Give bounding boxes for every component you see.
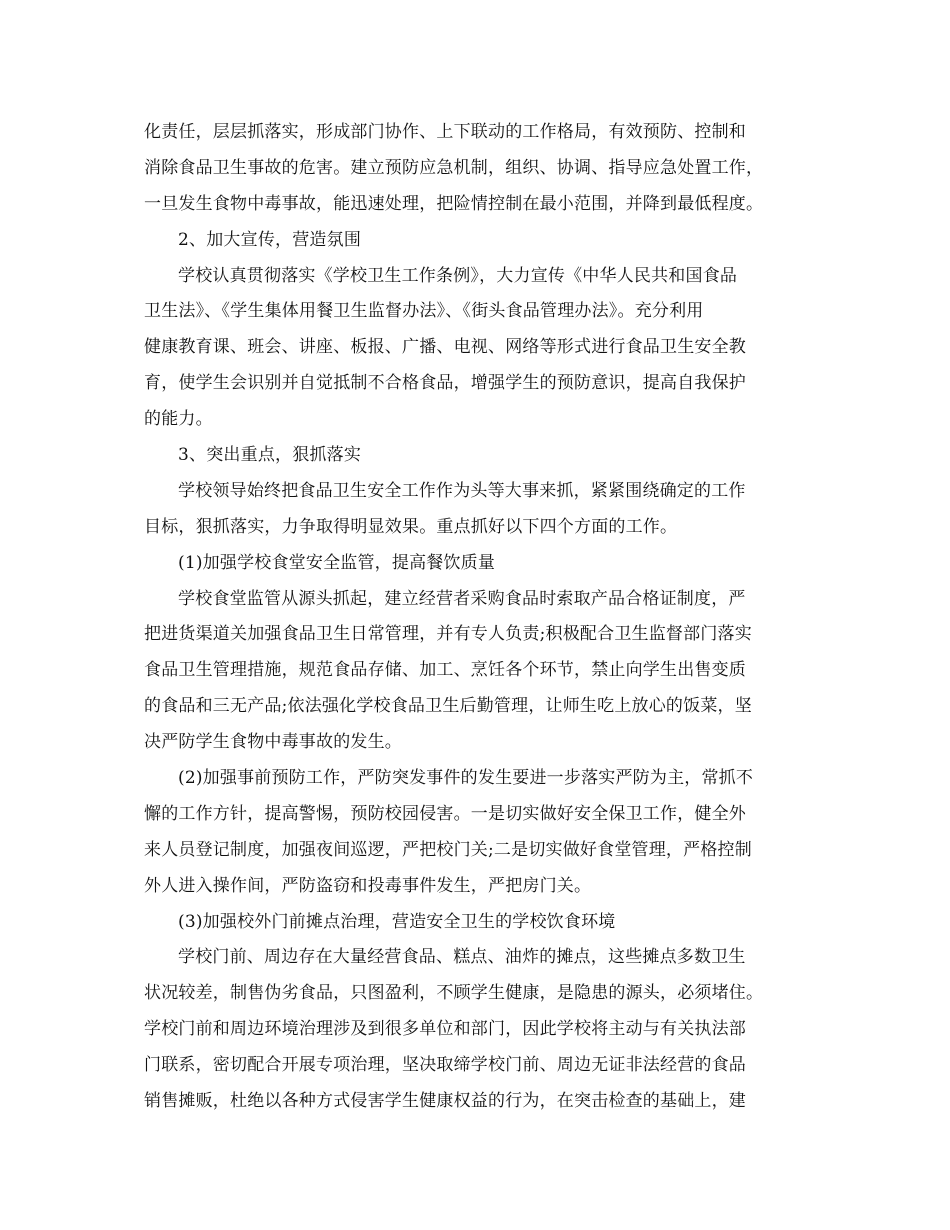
text-line: 销售摊贩，杜绝以各种方式侵害学生健康权益的行为，在突击检查的基础上，建 xyxy=(144,1091,746,1112)
text-line: 育，使学生会识别并自觉抵制不合格食品，增强学生的预防意识，提高自我保护 xyxy=(144,373,746,394)
subsection-heading: (3)加强校外门前摊点治理，营造安全卫生的学校饮食环境 xyxy=(178,911,616,932)
text-line: 化责任，层层抓落实，形成部门协作、上下联动的工作格局，有效预防、控制和 xyxy=(144,122,746,142)
text-line: 状况较差，制售伪劣食品，只图盈利，不顾学生健康，是隐患的源头，必须堵住。 xyxy=(144,983,764,1004)
text-line: 懈的工作方针，提高警惕，预防校园侵害。一是切实做好安全保卫工作，健全外 xyxy=(144,803,746,824)
text-line: 学校门前、周边存在大量经营食品、糕点、油炸的摊点，这些摊点多数卫生 xyxy=(178,947,746,968)
text-line: 来人员登记制度，加强夜间巡逻，严把校门关;二是切实做好食堂管理，严格控制 xyxy=(144,839,752,860)
text-line: 学校领导始终把食品卫生安全工作作为头等大事来抓，紧紧围绕确定的工作 xyxy=(178,480,746,501)
text-line: 健康教育课、班会、讲座、板报、广播、电视、网络等形式进行食品卫生安全教 xyxy=(144,337,746,358)
text-line: 学校门前和周边环境治理涉及到很多单位和部门，因此学校将主动与有关执法部 xyxy=(144,1019,746,1040)
text-line: 学校食堂监管从源头抓起，建立经营者采购食品时索取产品合格证制度，严 xyxy=(178,588,746,609)
section-heading: 3、突出重点，狠抓落实 xyxy=(178,445,362,466)
text-line: 目标，狠抓落实，力争取得明显效果。重点抓好以下四个方面的工作。 xyxy=(144,516,678,537)
text-line: 外人进入操作间，严防盗窃和投毒事件发生，严把房门关。 xyxy=(144,875,592,896)
text-line: 门联系，密切配合开展专项治理，坚决取缔学校门前、周边无证非法经营的食品 xyxy=(144,1055,746,1076)
text-line: 的食品和三无产品;依法强化学校食品卫生后勤管理，让师生吃上放心的饭菜，坚 xyxy=(144,696,752,717)
text-line: 把进货渠道关加强食品卫生日常管理，并有专人负责;积极配合卫生监督部门落实 xyxy=(144,624,752,645)
text-line: 一旦发生食物中毒事故，能迅速处理，把险情控制在最小范围，并降到最低程度。 xyxy=(144,193,764,214)
text-line: 的能力。 xyxy=(144,409,213,430)
section-heading: 2、加大宣传，营造氛围 xyxy=(178,229,362,250)
text-line: 食品卫生管理措施，规范食品存储、加工、烹饪各个环节，禁止向学生出售变质 xyxy=(144,660,746,681)
text-line: 决严防学生食物中毒事故的发生。 xyxy=(144,732,402,753)
text-line: 学校认真贯彻落实《学校卫生工作条例》，大力宣传《中华人民共和国食品 xyxy=(178,265,738,286)
subsection-heading: (2)加强事前预防工作，严防突发事件的发生要进一步落实严防为主，常抓不 xyxy=(178,768,754,789)
document-body xyxy=(144,115,808,1120)
text-line: 卫生法》、《学生集体用餐卫生监督办法》、《街头食品管理办法》。充分利用 xyxy=(144,301,704,322)
subsection-heading: (1)加强学校食堂安全监管，提高餐饮质量 xyxy=(178,552,496,573)
text-line: 消除食品卫生事故的危害。建立预防应急机制，组织、协调、指导应急处置工作， xyxy=(144,157,764,178)
